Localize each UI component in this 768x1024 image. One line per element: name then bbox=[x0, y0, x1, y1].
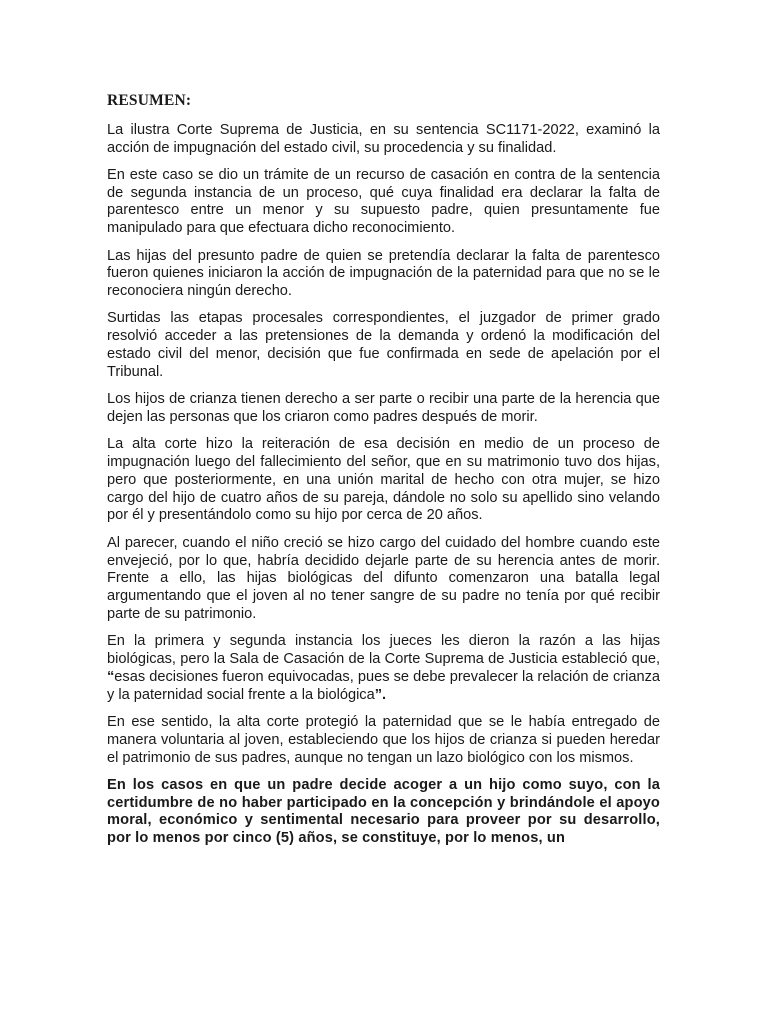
paragraph-9: En ese sentido, la alta corte protegió la paternidad que se le había entregado de manera voluntaria al joven, estableciendo que los hijos de crianza si pueden heredar el patrimonio de sus padres, aunque no tengan un lazo biológico con los mismos. bbox=[107, 713, 660, 766]
paragraph-7: Al parecer, cuando el niño creció se hizo cargo del cuidado del hombre cuando este envejeció, por lo que, habría decidido dejarle parte de su herencia antes de morir. Frente a ello, las hijas biológicas del difunto comenzaron una batalla legal argumentando que el joven al no tener sangre de su padre no tenía por qué recibir parte de su patrimonio. bbox=[107, 534, 660, 622]
paragraph-4: Surtidas las etapas procesales correspondientes, el juzgador de primer grado resolvió acceder a las pretensiones de la demanda y ordenó la modificación del estado civil del menor, decisión que fue confirmada en sede de apelación por el Tribunal. bbox=[107, 310, 660, 380]
open-quote-mark: “ bbox=[107, 668, 115, 685]
bold-paragraph: En los casos en que un padre decide acoger a un hijo como suyo, con la certidumbre de no haber participado en la concepción y brindándole el apoyo moral, económico y sentimental necesario para proveer por su desarrollo, por lo menos por cinco (5) años, se constituye, por lo menos, un bbox=[107, 776, 660, 847]
paragraph-1: La ilustra Corte Suprema de Justicia, en su sentencia SC1171-2022, examinó la acción de impugnación del estado civil, su procedencia y su finalidad. bbox=[107, 121, 660, 156]
paragraph-5: Los hijos de crianza tienen derecho a ser parte o recibir una parte de la herencia que dejen las personas que los criaron como padres después de morir. bbox=[107, 391, 660, 425]
paragraph-3: Las hijas del presunto padre de quien se pretendía declarar la falta de parentesco fueron quienes iniciaron la acción de impugnación de la paternidad para que no se le reconociera ningún derecho. bbox=[107, 247, 660, 300]
quoted-text: esas decisiones fueron equivocadas, pues se debe prevalecer la relación de crianza y la paternidad social frente a la biológica bbox=[107, 668, 660, 703]
document-page bbox=[107, 92, 660, 857]
close-quote-mark: ”. bbox=[374, 686, 387, 703]
quote-intro-text: En la primera y segunda instancia los jueces les dieron la razón a las hijas biológicas, pero la Sala de Casación de la Corte Suprema de Justicia estableció que, bbox=[107, 633, 660, 668]
paragraph-2: En este caso se dio un trámite de un recurso de casación en contra de la sentencia de segunda instancia de un proceso, qué cuya finalidad era declarar la falta de parentesco entre un menor y su supuesto padre, quien presuntamente fue manipulado para que efectuara dicho reconocimiento. bbox=[107, 166, 660, 237]
paragraph-8-quote bbox=[107, 633, 660, 704]
paragraph-6: La alta corte hizo la reiteración de esa decisión en medio de un proceso de impugnación luego del fallecimiento del señor, que en su matrimonio tuvo dos hijas, pero que posteriormente, en una unión marital de hecho con otra mujer, se hizo cargo del hijo de cuatro años de su pareja, dándole no solo su apellido sino velando por él y presentándolo como su hijo por cerca de 20 años. bbox=[107, 436, 660, 524]
document-heading: RESUMEN: bbox=[107, 92, 192, 109]
